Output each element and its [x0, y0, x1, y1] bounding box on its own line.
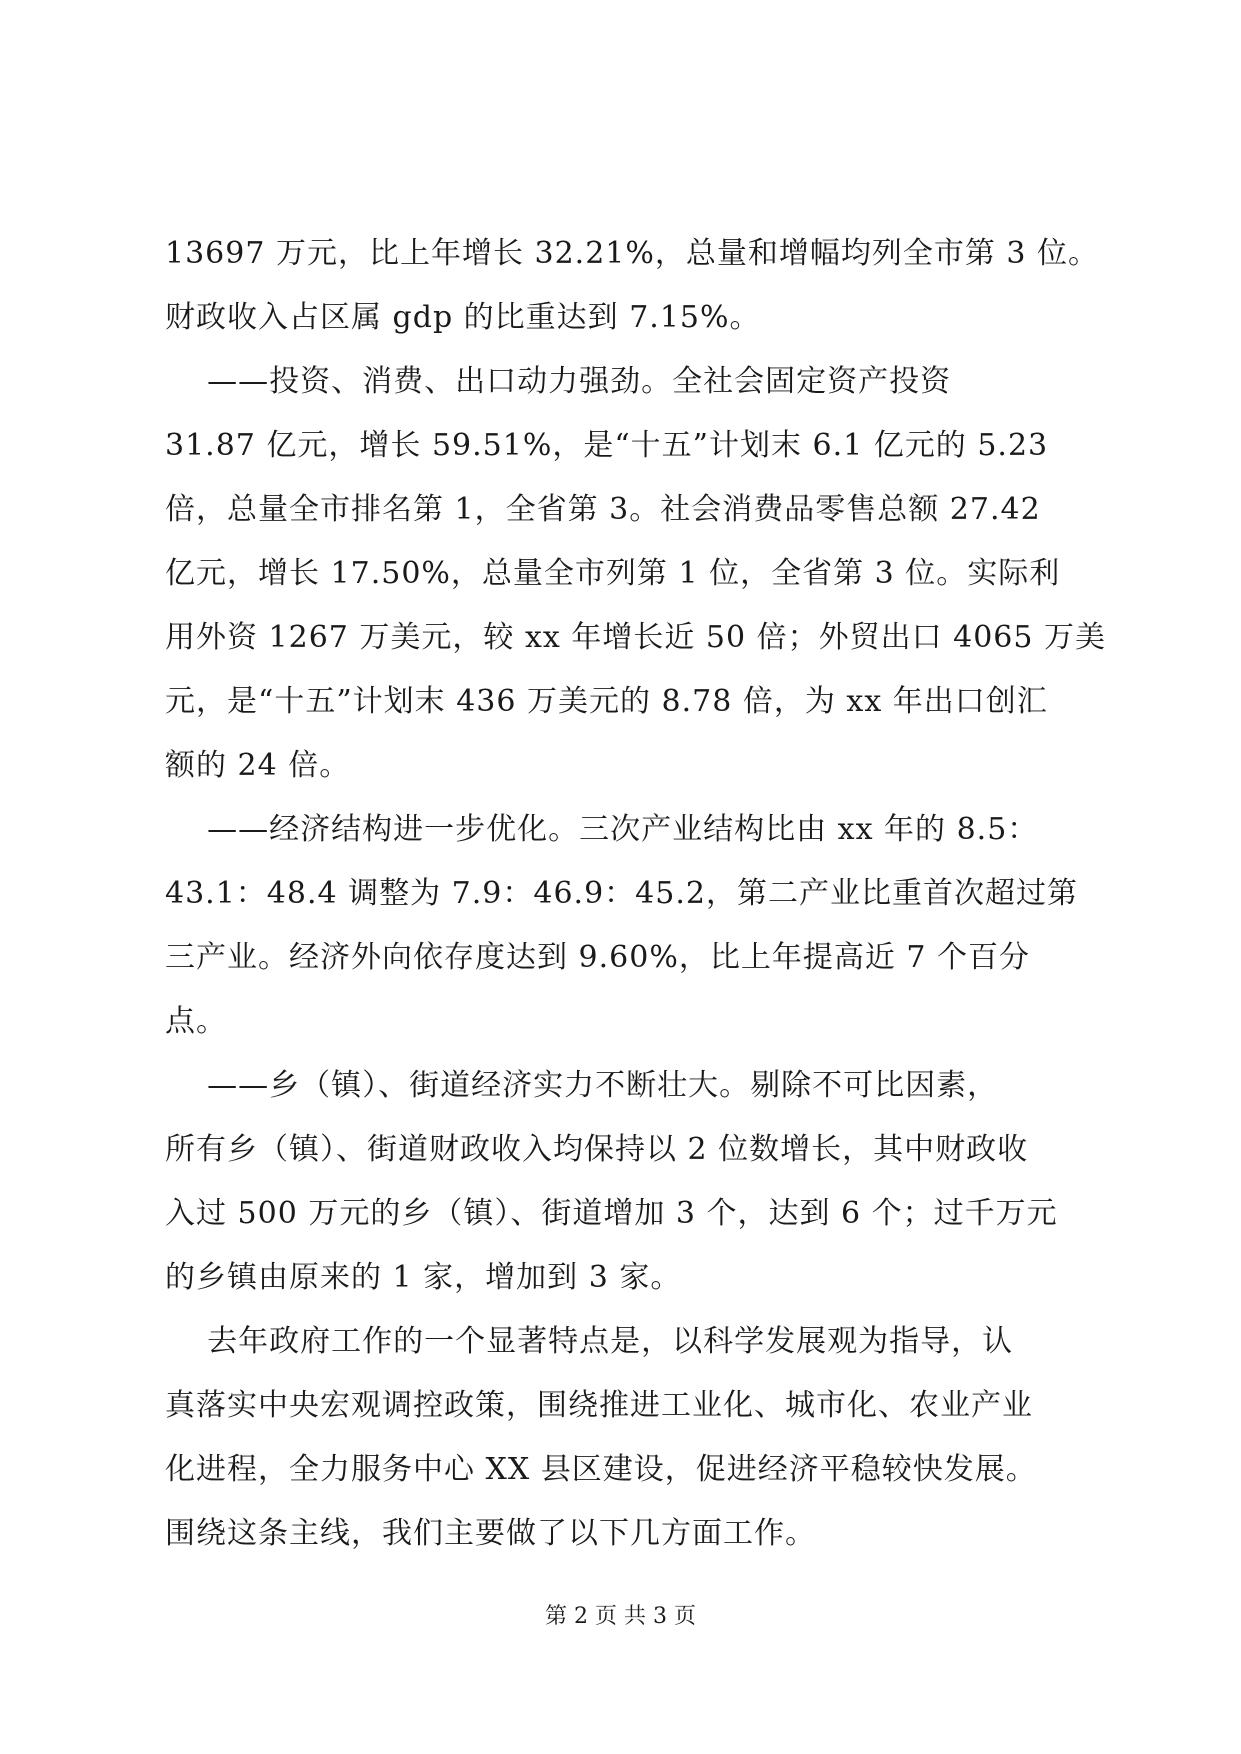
text-line: ——乡（镇）、街道经济实力不断壮大。剔除不可比因素， [165, 1068, 999, 1103]
text-line: 所有乡（镇）、街道财政收入均保持以 2 位数增长，其中财政收 [165, 1132, 1029, 1167]
text-line: 额的 24 倍。 [165, 748, 351, 783]
text-line: 化进程，全力服务中心 XX 县区建设，促进经济平稳较快发展。 [165, 1452, 1037, 1487]
text-line: 43.1：48.4 调整为 7.9：46.9：45.2，第二产业比重首次超过第 [165, 876, 1078, 911]
text-line: 的乡镇由原来的 1 家，增加到 3 家。 [165, 1260, 682, 1295]
text-line: 围绕这条主线，我们主要做了以下几方面工作。 [165, 1516, 816, 1551]
text-line: ——投资、消费、出口动力强劲。全社会固定资产投资 [165, 364, 952, 399]
document-body [165, 222, 1106, 1566]
text-line: 13697 万元，比上年增长 32.21%，总量和增幅均列全市第 3 位。 [165, 236, 1100, 271]
text-line: 去年政府工作的一个显著特点是，以科学发展观为指导，认 [165, 1324, 1014, 1359]
text-line: 入过 500 万元的乡（镇）、街道增加 3 个，达到 6 个；过千万元 [165, 1196, 1058, 1231]
text-line: 三产业。经济外向依存度达到 9.60%，比上年提高近 7 个百分 [165, 940, 1030, 975]
text-line: ——经济结构进一步优化。三次产业结构比由 xx 年的 8.5： [165, 812, 1039, 847]
text-line: 31.87 亿元，增长 59.51%，是“十五”计划末 6.1 亿元的 5.23 [165, 428, 1049, 463]
page-footer [0, 1602, 1241, 1632]
page-number-label: 第 2 页 共 3 页 [545, 1604, 696, 1629]
text-line: 用外资 1267 万美元，较 xx 年增长近 50 倍；外贸出口 4065 万美 [165, 620, 1106, 655]
text-line: 亿元，增长 17.50%，总量全市列第 1 位，全省第 3 位。实际利 [165, 556, 1061, 591]
text-line: 倍，总量全市排名第 1，全省第 3。社会消费品零售总额 27.42 [165, 492, 1041, 527]
text-line: 点。 [165, 1004, 227, 1039]
text-line: 元，是“十五”计划末 436 万美元的 8.78 倍，为 xx 年出口创汇 [165, 684, 1048, 719]
text-line: 真落实中央宏观调控政策，围绕推进工业化、城市化、农业产业 [165, 1388, 1033, 1423]
text-line: 财政收入占区属 gdp 的比重达到 7.15%。 [165, 300, 761, 335]
